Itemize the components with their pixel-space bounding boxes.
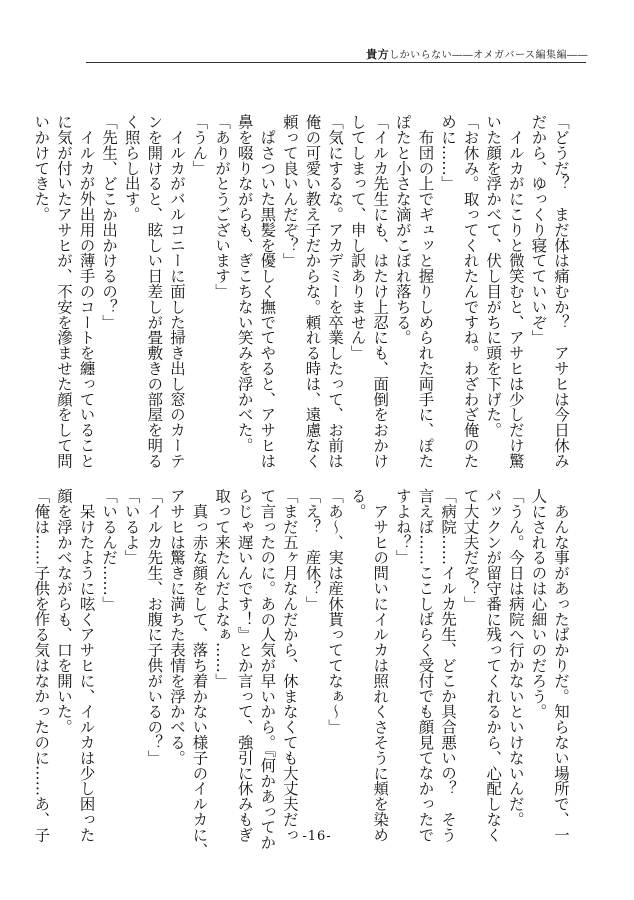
lower-text-block bbox=[32, 488, 572, 858]
lower-text-line: 呆けたように呟くアサヒに、イルカは少し困った bbox=[77, 488, 96, 843]
page-number: -16- bbox=[302, 829, 332, 844]
lower-text-line: 言えば……ここしばらく受付でも顔見てなかったで bbox=[416, 488, 435, 843]
lower-text-line: 「え？ 産休？」 bbox=[303, 488, 322, 612]
upper-text-line: 布団の上でギュッと握りしめられた両手に、ぽた bbox=[416, 114, 435, 469]
lower-text-line: 顔を浮かべながらも、口を開いた。 bbox=[54, 488, 73, 735]
upper-text-line: く照らし出す。 bbox=[122, 114, 141, 222]
upper-text-line: に気が付いたアサヒが、不安を滲ませた顔をして問 bbox=[54, 114, 73, 469]
lower-text-line: て大丈夫だぞ？」 bbox=[461, 488, 480, 612]
upper-text-line: ぽたと小さな滴がこぼれ落ちる。 bbox=[393, 114, 412, 345]
running-header bbox=[366, 46, 588, 62]
lower-text-line: る。 bbox=[348, 488, 367, 519]
lower-text-line: 「まだ五ヶ月なんだから、休まなくても大丈夫だっ bbox=[280, 488, 299, 843]
upper-text-line: 「ありがとうございます」 bbox=[213, 114, 232, 299]
upper-text-line: めに……」 bbox=[439, 114, 458, 191]
upper-text-line: 「気にするな。アカデミーを卒業したって、お前は bbox=[326, 114, 345, 469]
header-subtitle: しかいらない bbox=[389, 50, 453, 61]
upper-text-line: ぱさついた黒髪を優しく撫でてやると、アサヒは bbox=[258, 114, 277, 469]
upper-text-line: 頼って良いんだぞ？」 bbox=[280, 114, 299, 268]
header-series: ――オメガバース編集編―― bbox=[452, 50, 588, 61]
upper-text-line: イルカがにこりと微笑むと、アサヒは少しだけ驚 bbox=[506, 114, 525, 469]
upper-text-line: イルカが外出用の薄手のコートを纏っていること bbox=[77, 114, 96, 469]
lower-text-line: 「病院……イルカ先生、どこか具合悪いの？ そう bbox=[439, 488, 458, 843]
upper-text-line: だから、ゆっくり寝てていいぞ」 bbox=[529, 114, 548, 345]
upper-text-block bbox=[32, 114, 572, 474]
lower-text-line: あんな事があったばかりだ。知らない場所で、一 bbox=[552, 488, 570, 843]
lower-text-line: 「いるんだ……」 bbox=[100, 488, 119, 612]
upper-text-line: ンを開けると、眩しい日差しが畳敷きの部屋を明る bbox=[145, 114, 164, 469]
lower-text-line: 「いるよ」 bbox=[122, 488, 141, 565]
upper-text-line: してしまって、申し訳ありません」 bbox=[348, 114, 367, 361]
lower-text-line: 人にされるのは心細いのだろう。 bbox=[529, 488, 548, 719]
upper-text-line: 「先生、どこか出かけるの？」 bbox=[100, 114, 119, 330]
upper-text-line: 俺の可愛い教え子だからな。頼れる時は、遠慮なく bbox=[303, 114, 322, 469]
upper-text-line: いた顔を浮かべて、伏し目がちに頭を下げた。 bbox=[484, 114, 503, 438]
lower-text-line: て言ったのに。あの人気が早いから。『何かあってか bbox=[258, 488, 277, 850]
upper-text-line: 「うん」 bbox=[190, 114, 209, 176]
upper-text-line: 「お休み。取ってくれたんですね。わざわざ俺のた bbox=[461, 114, 480, 469]
upper-text-line: 鼻を啜りながらも、ぎこちない笑みを浮かべた。 bbox=[235, 114, 254, 453]
header-rule bbox=[86, 62, 586, 63]
lower-text-line: 「俺は……子供を作る気はなかったのに……あ、子 bbox=[32, 488, 51, 843]
lower-text-line: 真っ赤な顔をして、落ち着かない様子のイルカに、 bbox=[190, 488, 209, 858]
upper-text-line: 「イルカ先生にも、はたけ上忍にも、面倒をおかけ bbox=[371, 114, 390, 469]
lower-text-line: 「あ～、実は産休貰っててなぁ～」 bbox=[326, 488, 345, 735]
lower-text-line: アサヒは驚きに満ちた表情を浮かべる。 bbox=[167, 488, 186, 766]
upper-text-line: 「どうだ？ まだ体は痛むか？ アサヒは今日休み bbox=[552, 114, 570, 469]
lower-text-line: パックンが留守番に残ってくれるから、心配しなく bbox=[484, 488, 503, 843]
lower-text-line: 「うん。今日は病院へ行かないといけないんだ。 bbox=[506, 488, 525, 827]
lower-text-line: アサヒの問いにイルカは照れくさそうに頬を染め bbox=[371, 488, 390, 843]
upper-text-line: イルカがバルコニーに面した掃き出し窓のカーテ bbox=[167, 114, 186, 469]
upper-text-line: いかけてきた。 bbox=[32, 114, 51, 222]
lower-text-line: すよね？」 bbox=[393, 488, 412, 565]
lower-text-line: 取って来たんだよなぁ……」 bbox=[213, 488, 232, 689]
header-title: 貴方 bbox=[366, 48, 390, 61]
lower-text-line: らじゃ遅いんです！』とか言って、強引に休みもぎ bbox=[235, 488, 254, 843]
lower-text-line: 「イルカ先生、お腹に子供がいるの？」 bbox=[145, 488, 164, 766]
